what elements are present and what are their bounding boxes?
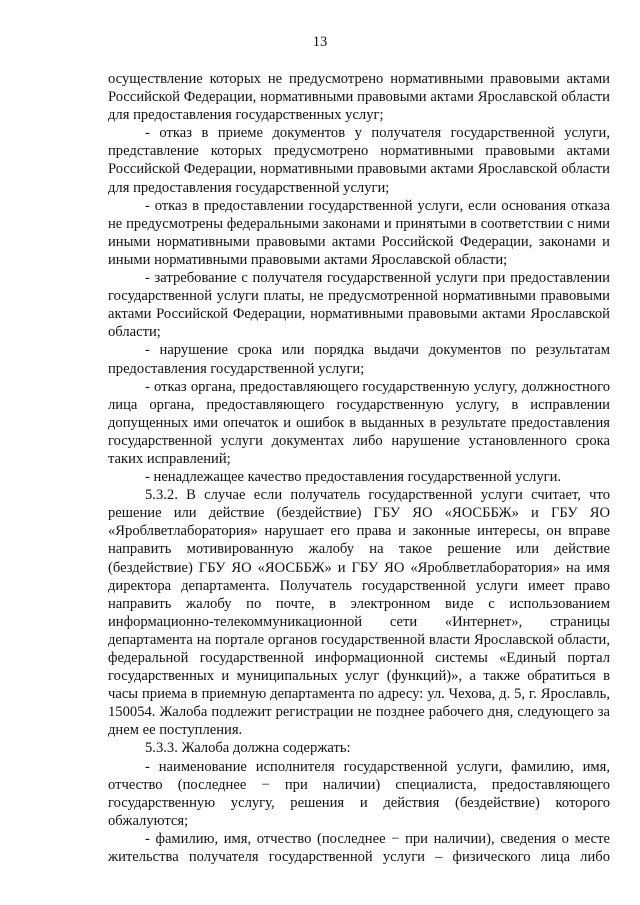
paragraph: 5.3.3. Жалоба должна содержать: [145, 740, 351, 757]
paragraph: - наименование исполнителя государственной услуги, фамилию, имя, отчество (последнее − при наличии) специалиста, предоставляющего государственную услугу, решения и действия (бездействие) которого обжалуются; [108, 758, 610, 829]
paragraph: 5.3.2. В случае если получатель государственной услуги считает, что решение или действие (бездействие) ГБУ ЯО «ЯОСББЖ» и ГБУ ЯО «Яроблветлаборатория» нарушает его права и законные интересы, он вправе направить мотивированную жалобу на такое решение или действие (бездействие) ГБУ ЯО «ЯОСББЖ» и ГБУ ЯО «Яроблветлаборатория» на имя директора департамента. Получатель государственной услуги имеет право направить жалобу по почте, в электронном виде с использованием информационно-телекоммуникационной сети «Интернет», страницы департамента на портале органов государственной власти Ярославской области, федеральной государственной информационной системы «Единый портал государственных и муниципальных услуг (функций)», а также обратиться в часы приема в приемную департамента по адресу: ул. Чехова, д. 5, г. Ярославль, 150054. Жалоба подлежит регистрации не позднее рабочего дня, следующего за днем ее поступления. [108, 487, 610, 739]
paragraph: - нарушение срока или порядка выдачи документов по результатам предоставления государственной услуги; [108, 342, 610, 377]
paragraph: - отказ в приеме документов у получателя государственной услуги, представление которых предусмотрено нормативными правовыми актами Российской Федерации, нормативными правовыми актами Ярославской области для предоставления государственной услуги; [108, 125, 610, 196]
document-body [108, 70, 610, 866]
paragraph: - фамилию, имя, отчество (последнее − при наличии), сведения о месте жительства получателя государственной услуги – физического лица либо [108, 830, 610, 866]
paragraph: - отказ органа, предоставляющего государственную услугу, должностного лица органа, предоставляющего государственную услугу, в исправлении допущенных ими опечаток и ошибок в выданных в результате предоставления государственной услуги документах либо нарушение установленного срока таких исправлений; [108, 378, 610, 467]
paragraph: осуществление которых не предусмотрено нормативными правовыми актами Российской Федерации, нормативными правовыми актами Ярославской области для предоставления государственных услуг; [108, 71, 610, 124]
page-number: 13 [312, 34, 328, 50]
paragraph: - затребование с получателя государственной услуги при предоставлении государственной услуги платы, не предусмотренной нормативными правовыми актами Российской Федерации, нормативными правовыми актами Ярославской области; [108, 270, 610, 341]
paragraph: - отказ в предоставлении государственной услуги, если основания отказа не предусмотрены федеральными законами и принятыми в соответствии с ними иными нормативными правовыми актами Российской Федерации, законами и иными нормативными правовыми актами Ярославской области; [108, 197, 610, 268]
paragraph: - ненадлежащее качество предоставления государственной услуги. [145, 469, 562, 486]
